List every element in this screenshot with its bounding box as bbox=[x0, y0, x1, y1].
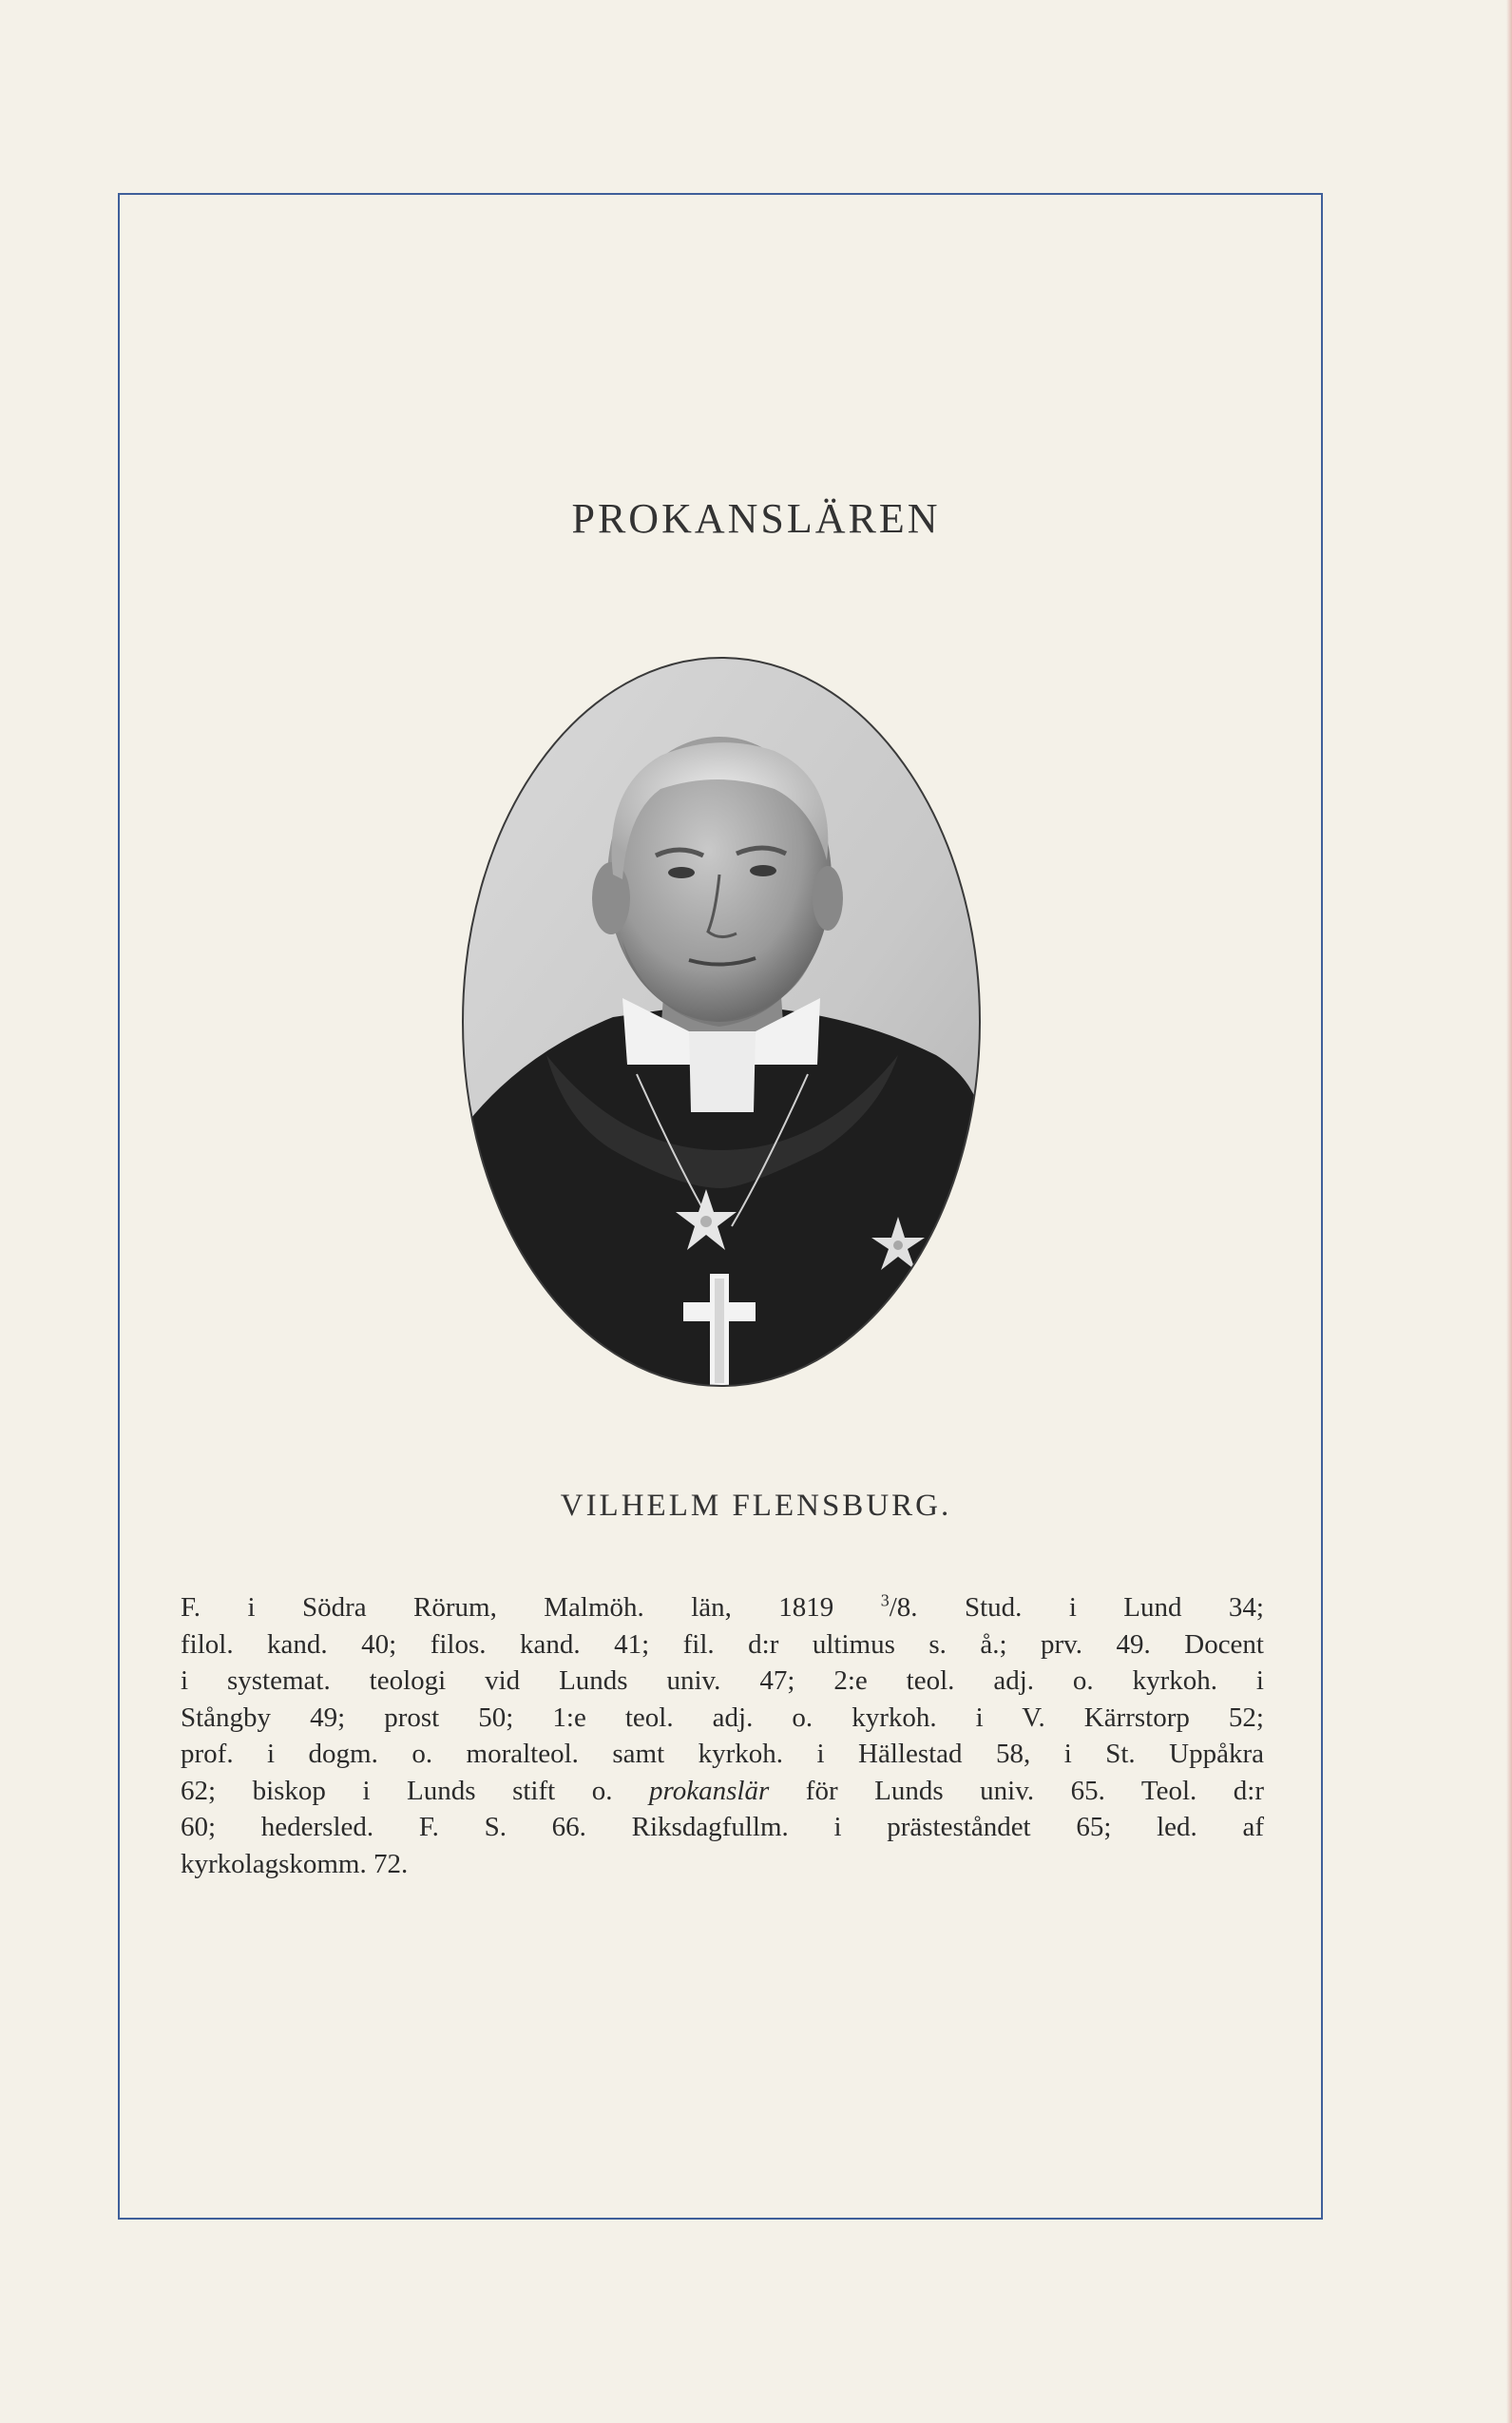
bio-text: för Lunds univ. 65. Teol. d:r bbox=[769, 1775, 1265, 1806]
portrait-caption: VILHELM FLENSBURG. bbox=[560, 1489, 952, 1523]
bio-text: F. i Södra Rörum, Malmöh. län, 1819 bbox=[181, 1592, 881, 1623]
bio-line: Stångby 49; prost 50; 1:e teol. adj. o. kyrkoh. i V. Kärrstorp 52; bbox=[181, 1702, 1264, 1733]
bio-line: filol. kand. 40; filos. kand. 41; fil. d:r ultimus s. å.; prv. 49. Docent bbox=[181, 1628, 1264, 1660]
bio-text: /8. Stud. i Lund 34; bbox=[889, 1592, 1264, 1623]
bio-line: i systemat. teologi vid Lunds univ. 47; 2:e teol. adj. o. kyrkoh. i bbox=[181, 1665, 1264, 1696]
section-title: PROKANSLÄREN bbox=[571, 495, 941, 542]
bio-line: prof. i dogm. o. moralteol. samt kyrkoh. i Hällestad 58, i St. Uppåkra bbox=[181, 1739, 1264, 1769]
bio-line: 60; hedersled. F. S. 66. Riksdagfullm. i prästeståndet 65; led. af bbox=[181, 1812, 1264, 1842]
bio-italic: prokanslär bbox=[649, 1775, 770, 1806]
bio-line bbox=[181, 1773, 1264, 1810]
biography-text bbox=[181, 1589, 1264, 1882]
bio-sup: 3 bbox=[880, 1590, 890, 1610]
bio-line bbox=[181, 1589, 1264, 1626]
bio-line: kyrkolagskomm. 72. bbox=[181, 1848, 409, 1879]
bio-text: 62; biskop i Lunds stift o. bbox=[181, 1775, 650, 1806]
page-edge bbox=[1506, 0, 1512, 2423]
portrait-image bbox=[461, 656, 982, 1388]
